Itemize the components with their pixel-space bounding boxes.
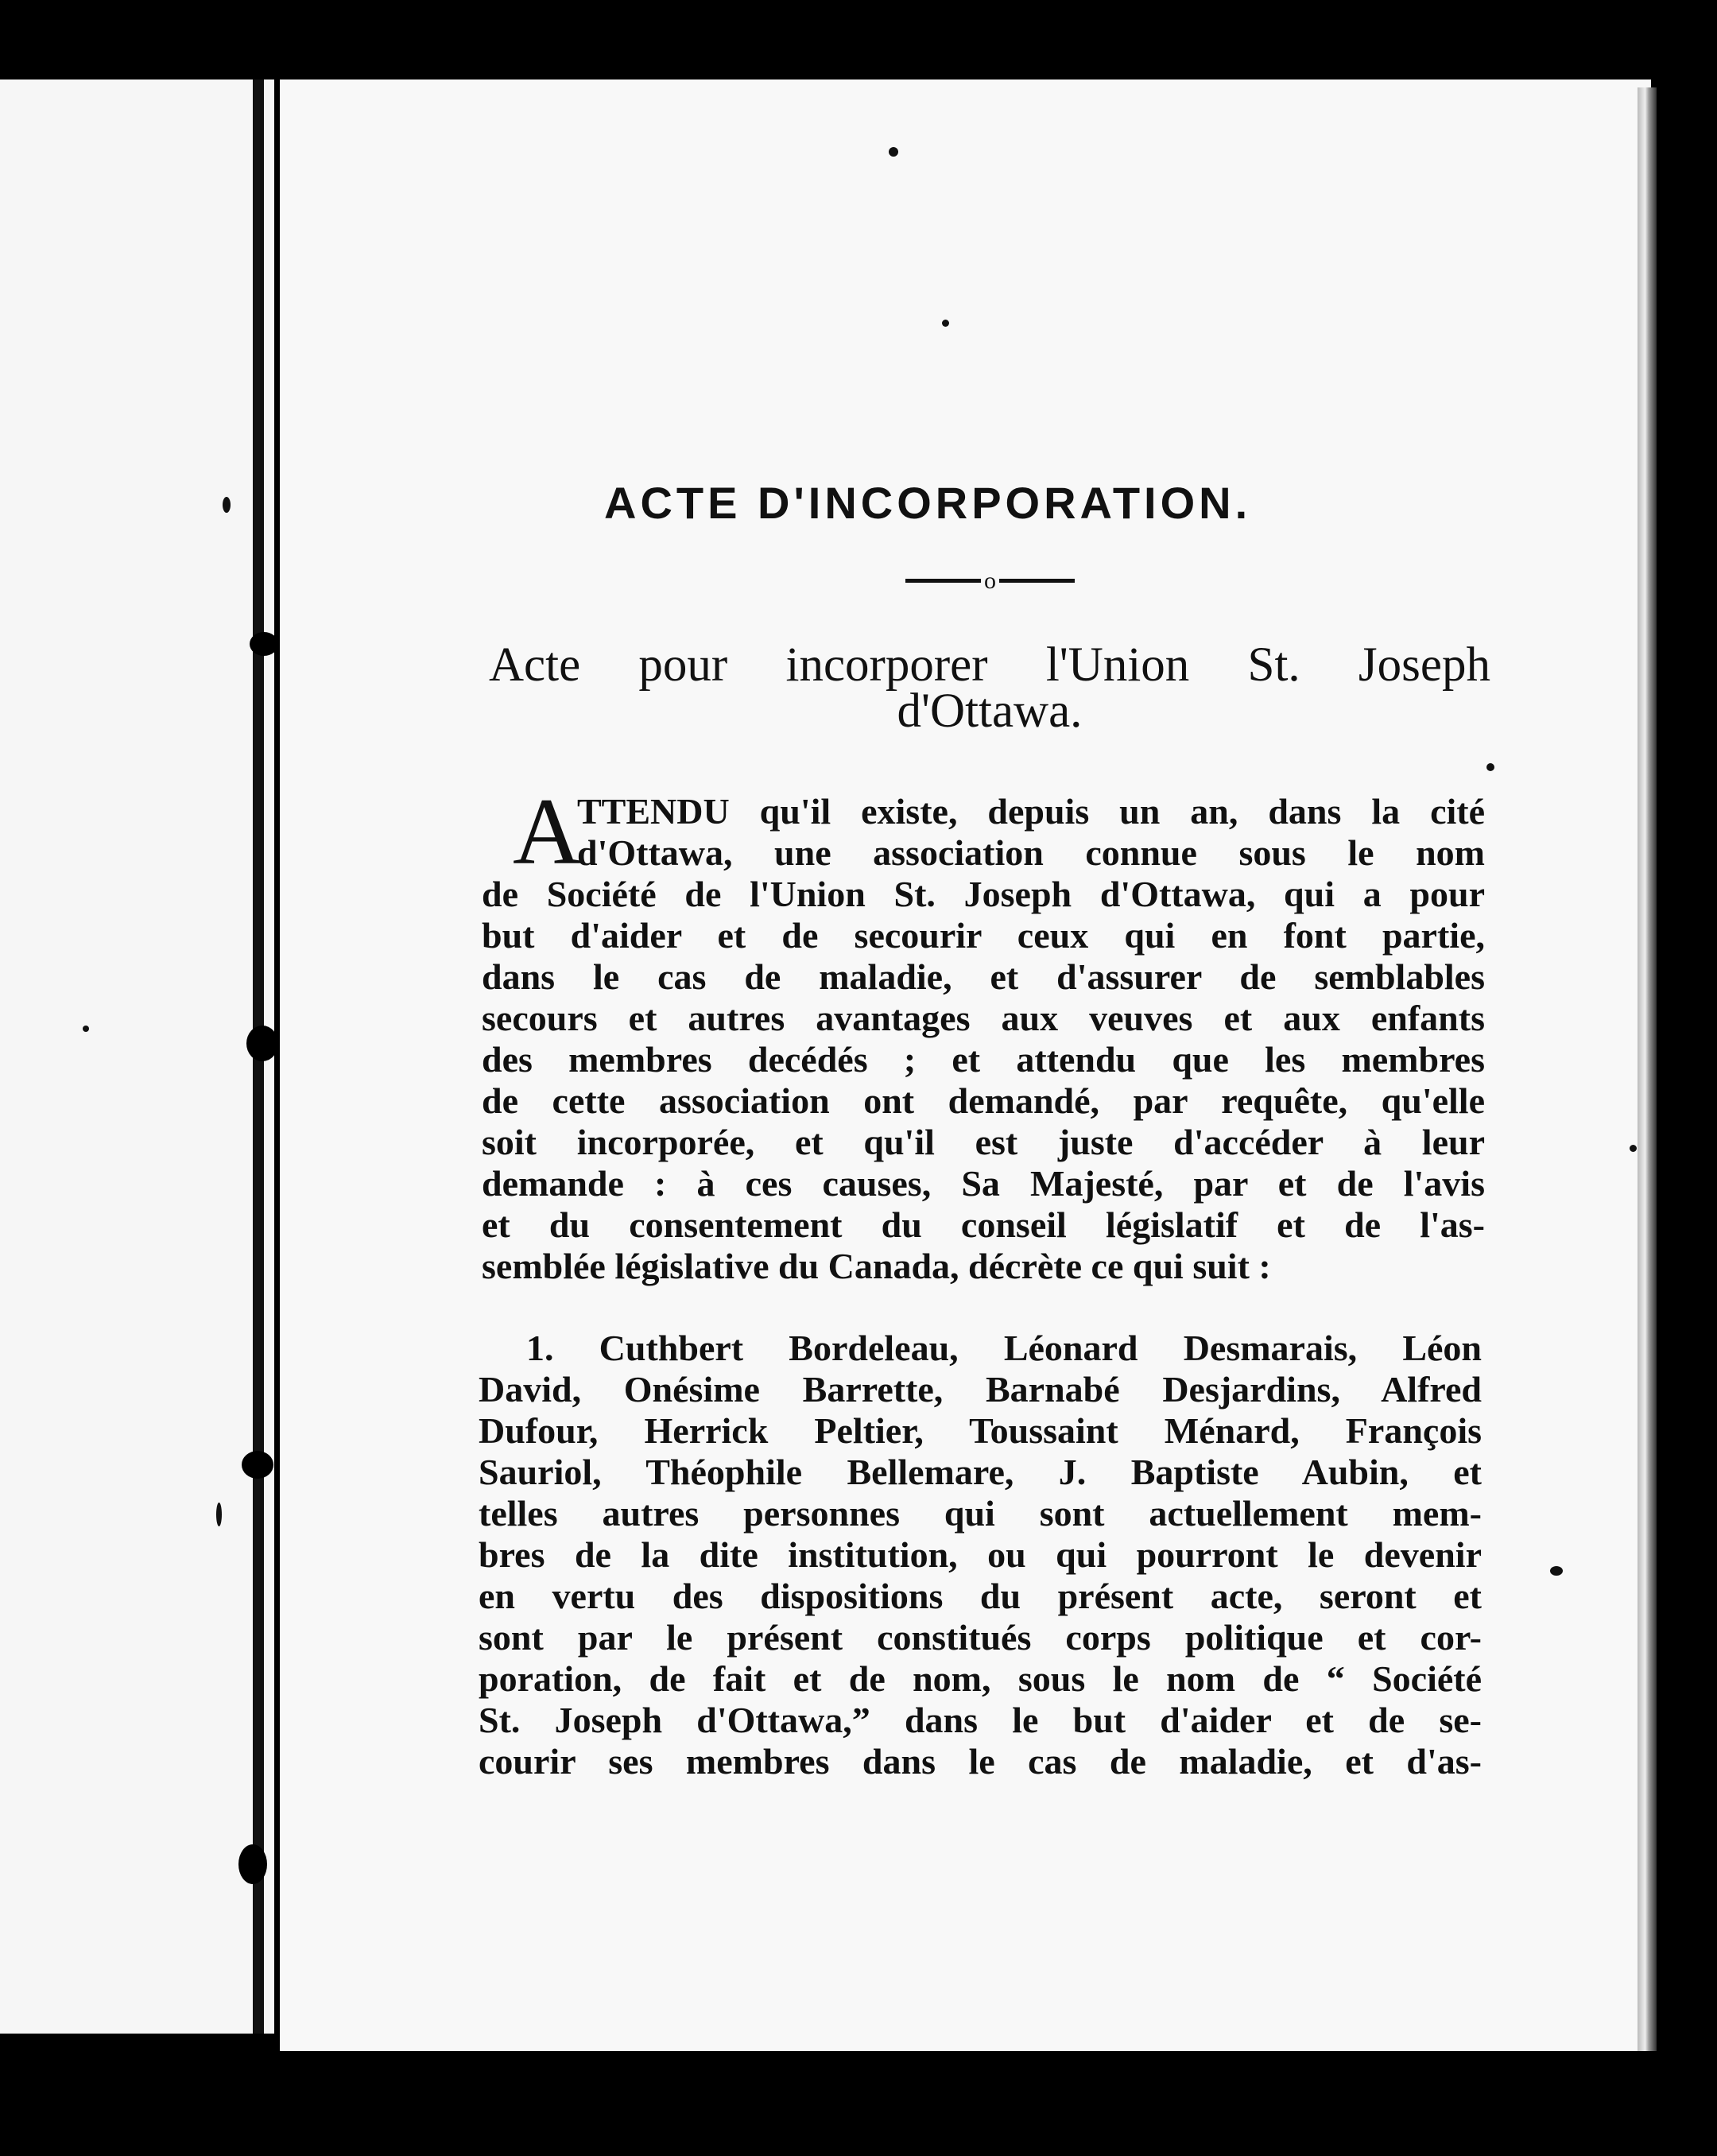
speck: [889, 147, 898, 157]
text-line: but d'aider et de secourir ceux qui en font partie,: [482, 915, 1485, 956]
page-edge: [1638, 87, 1657, 2051]
act-title: [489, 638, 1490, 738]
title-line-1: Acte pour incorporer l'Union St. Joseph: [489, 638, 1490, 692]
stitch-mark: [250, 632, 278, 656]
text-line: St. Joseph d'Ottawa,” dans le but d'aider et de se-: [479, 1700, 1482, 1740]
speck: [1630, 1145, 1637, 1152]
drop-cap: A: [513, 778, 582, 884]
speck: [216, 1503, 222, 1526]
divider-ornament: o: [984, 567, 996, 594]
paragraph-section-1: [479, 1328, 1482, 1782]
text-line: telles autres personnes qui sont actuellement mem-: [479, 1493, 1482, 1534]
text-line: courir ses membres dans le cas de maladie, et d'as-: [479, 1741, 1482, 1782]
text-line: Dufour, Herrick Peltier, Toussaint Ménard, François: [479, 1410, 1482, 1451]
speck: [1550, 1566, 1563, 1576]
text-line: David, Onésime Barrette, Barnabé Desjardins, Alfred: [479, 1369, 1482, 1410]
text-line: dans le cas de maladie, et d'assurer de semblables: [482, 956, 1485, 997]
paragraph-preamble: [482, 778, 1485, 1287]
text-line: secours et autres avantages aux veuves et aux enfants: [482, 998, 1485, 1038]
text-line: bres de la dite institution, ou qui pourront le devenir: [479, 1534, 1482, 1575]
stitch-mark: [246, 1026, 278, 1061]
text-line: en vertu des dispositions du présent acte, seront et: [479, 1576, 1482, 1616]
document-heading: ACTE D'INCORPORATION.: [604, 478, 1252, 528]
text-line: TTENDU qu'il existe, depuis un an, dans la cité: [577, 791, 1485, 832]
speck: [223, 497, 231, 513]
text-line: d'Ottawa, une association connue sous le nom: [577, 832, 1485, 873]
text-line: 1. Cuthbert Bordeleau, Léonard Desmarais, Léon: [526, 1328, 1482, 1368]
stitch-mark: [238, 1844, 267, 1884]
text-line: semblée législative du Canada, décrète ce qui suit :: [482, 1246, 1271, 1286]
ornamental-divider: [897, 566, 1083, 594]
text-line: soit incorporée, et qu'il est juste d'accéder à leur: [482, 1122, 1485, 1162]
title-line-2: d'Ottawa.: [897, 684, 1083, 738]
text-line: poration, de fait et de nom, sous le nom de “ Société: [479, 1658, 1482, 1699]
text-line: de cette association ont demandé, par requête, qu'elle: [482, 1080, 1485, 1121]
stitch-mark: [242, 1451, 273, 1479]
facing-page: [0, 79, 274, 2034]
text-line: sont par le présent constitués corps politique et cor-: [479, 1617, 1482, 1658]
speck: [1486, 763, 1494, 771]
text-line: demande : à ces causes, Sa Majesté, par et de l'avis: [482, 1163, 1485, 1204]
text-line: et du consentement du conseil législatif et de l'as-: [482, 1204, 1485, 1245]
text-line: des membres decédés ; et attendu que les membres: [482, 1039, 1485, 1080]
speck: [83, 1026, 89, 1032]
text-line: Sauriol, Théophile Bellemare, J. Baptiste Aubin, et: [479, 1452, 1482, 1492]
speck: [942, 320, 949, 327]
text-line: de Société de l'Union St. Joseph d'Ottawa, qui a pour: [482, 874, 1485, 914]
